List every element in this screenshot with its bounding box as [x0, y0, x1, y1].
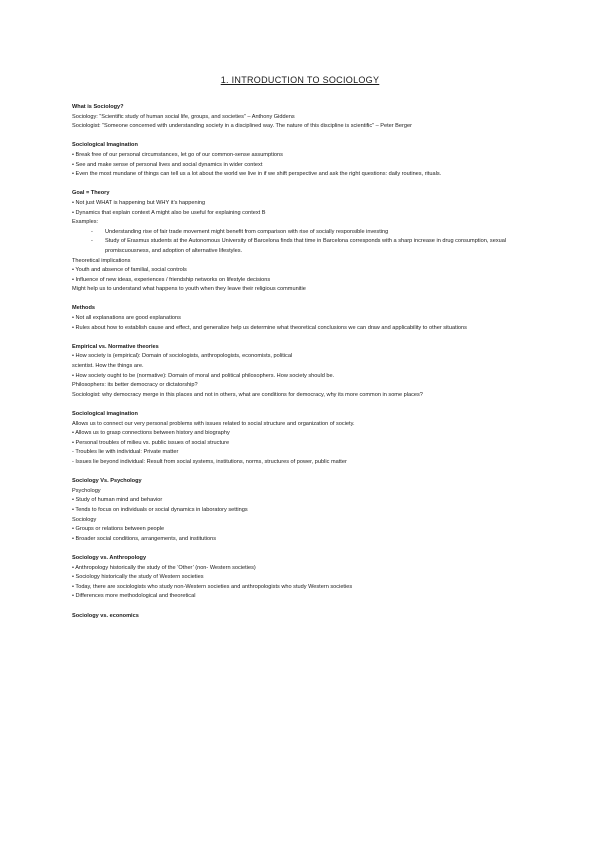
section-heading: Sociological Imagination [72, 142, 138, 149]
text-line: • Dynamics that explain context A might also be useful for explaining context B [72, 209, 266, 216]
text-line: - Issues lie beyond individual: Result from social systems, institutions, norms, structures of power, public matter [72, 458, 347, 465]
text-line: Sociologist: “Someone concerned with understanding society in a disciplined way. The nature of this discipline is scientific” – Peter Berger [72, 123, 412, 130]
section-sociological-imagination-2 [72, 410, 542, 468]
text-line: • Sociology historically the study of Western societies [72, 574, 204, 581]
section-empirical-normative [72, 343, 542, 401]
text-line: • See and make sense of personal lives and social dynamics in wider context [72, 161, 263, 168]
example-item: - Study of Erasmus students at the Autonomous University of Barcelona finds that time in Barcelona corresponds with a sharp increase in drug consumption, sexual promiscuousness, and adoption of alternative lifestyles. [91, 238, 507, 254]
text-line: Theoretical implications [72, 257, 131, 264]
example-text: Understanding rise of fair trade movement might benefit from comparison with rise of socially responsible investing [105, 228, 389, 235]
section-sociological-imagination [72, 141, 542, 179]
section-heading: Goal = Theory [72, 190, 110, 197]
text-line: • Today, there are sociologists who study non-Western societies and anthropologists who study Western societies [72, 583, 353, 590]
text-line: • Study of human mind and behavior [72, 497, 163, 504]
section-sociology-vs-anthropology [72, 554, 542, 602]
text-line: - Troubles lie with individual: Private matter [72, 449, 179, 456]
text-line: • Personal troubles of milieu vs. public issues of social structure [72, 439, 230, 446]
text-line: Examples: [72, 219, 99, 226]
section-heading: Sociology Vs. Psychology [72, 478, 142, 485]
text-line: • Not just WHAT is happening but WHY it’s happening [72, 199, 206, 206]
section-methods [72, 304, 542, 333]
section-sociology-vs-economics [72, 612, 542, 622]
text-line: Might help us to understand what happens to youth when they leave their religious communitie [72, 286, 306, 293]
text-line: • Not all explanations are good explanations [72, 315, 181, 322]
document-content [72, 103, 542, 631]
text-line: • Allows us to grasp connections between history and biography [72, 430, 230, 437]
text-line: Sociology [72, 516, 97, 523]
section-heading: Empirical vs. Normative theories [72, 343, 159, 350]
section-heading: Sociological imagination [72, 411, 138, 417]
text-line: • Broader social conditions, arrangements, and institutions [72, 535, 217, 542]
section-goal-theory [72, 189, 542, 295]
text-line: Sociology: “Scientific study of human social life, groups, and societies” – Anthony Giddens [72, 113, 295, 120]
text-line: • Anthropology historically the study of the ‘Other’ (non- Western societies) [72, 564, 256, 571]
text-line: • Rules about how to establish cause and effect, and generalize help us determine what theoretical conclusions we can draw and applicability to other situations [72, 324, 467, 331]
text-line: • Influence of new ideas, experiences / friendship networks on lifestyle decisions [72, 276, 271, 283]
text-line: • Tends to focus on individuals or social dynamics in laboratory settings [72, 506, 248, 513]
text-line: • How society ought to be (normative): Domain of moral and political philosophers. How society should be. [72, 372, 335, 379]
section-sociology-vs-psychology [72, 477, 542, 544]
section-heading: Methods [72, 305, 95, 312]
text-line: Sociologist: why democracy merge in this places and not in others, what are conditions for democracy, why its more common in some places? [72, 391, 423, 398]
text-line: • Differences more methodological and theoretical [72, 593, 196, 600]
example-text: Study of Erasmus students at the Autonomous University of Barcelona finds that time in Barcelona corresponds with a sharp increase in drug consumption, sexual promiscuousness, and adoption of alternative lifestyles. [105, 238, 507, 254]
section-heading: Sociology vs. economics [72, 612, 139, 619]
text-line: • Even the most mundane of things can tell us a lot about the world we live in if we shift perspective and ask the right questions: daily routines, rituals. [72, 171, 442, 178]
text-line: Psychology [72, 487, 101, 494]
text-line: Philosophers: its better democracy or dictatorship? [72, 382, 198, 389]
text-line: • How society is (empirical): Domain of sociologists, anthropologists, economists, political [72, 353, 293, 360]
example-item: - Understanding rise of fair trade movement might benefit from comparison with rise of socially responsible investing [91, 228, 389, 235]
section-heading: What is Sociology? [72, 104, 124, 110]
text-line: • Break free of our personal circumstances, let go of our common-sense assumptions [72, 151, 283, 158]
text-line: • Youth and absence of familial, social controls [72, 267, 187, 274]
text-line: Allows us to connect our very personal problems with issues related to social structure and organization of society. [72, 420, 355, 427]
section-what-is-sociology [72, 103, 542, 132]
text-line: scientist. How the things are. [72, 363, 144, 370]
section-heading: Sociology vs. Anthropology [72, 554, 147, 561]
text-line: • Groups or relations between people [72, 526, 165, 533]
document-title: 1. INTRODUCTION TO SOCIOLOGY [220, 75, 380, 85]
